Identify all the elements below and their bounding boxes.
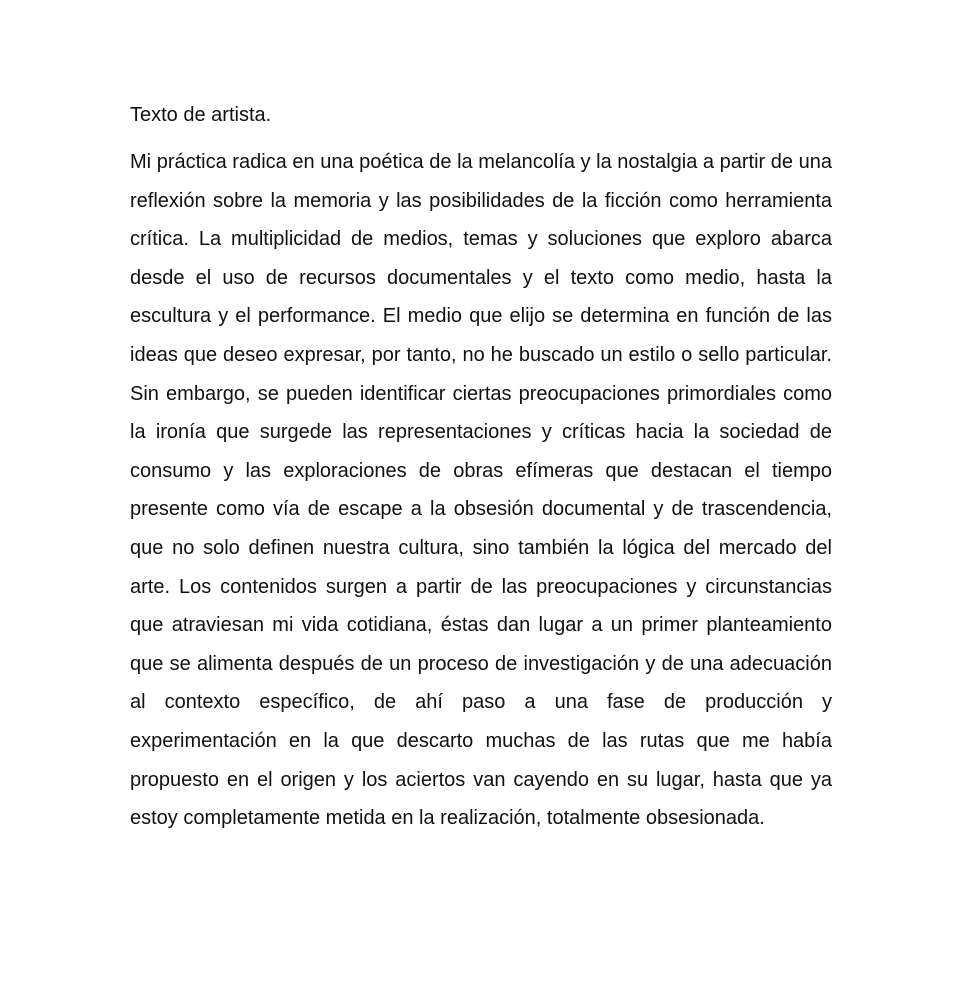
- document-paragraph: Mi práctica radica en una poética de la melancolía y la nostalgia a partir de una reflexión sobre la memoria y las posibilidades de la ficción como herramienta crítica. La multiplicidad de medios, temas y soluciones que exploro abarca desde el uso de recursos documentales y el texto como medio, hasta la escultura y el performance. El medio que elijo se determina en función de las ideas que deseo expresar, por tanto, no he buscado un estilo o sello particular. Sin embargo, se pueden identificar ciertas preocupaciones primordiales como la ironía que surgede las representaciones y críticas hacia la sociedad de consumo y las exploraciones de obras efímeras que destacan el tiempo presente como vía de escape a la obsesión documental y de trascendencia, que no solo definen nuestra cultura, sino también la lógica del mercado del arte. Los contenidos surgen a partir de las preocupaciones y circunstancias que atraviesan mi vida cotidiana, éstas dan lugar a un primer planteamiento que se alimenta después de un proceso de investigación y de una adecuación al contexto específico, de ahí paso a una fase de producción y experimentación en la que descarto muchas de las rutas que me había propuesto en el origen y los aciertos van cayendo en su lugar, hasta que ya estoy completamente metida en la realización, totalmente obsesionada.: [130, 151, 832, 830]
- document-title: Texto de artista.: [130, 104, 272, 126]
- document-page: [130, 100, 832, 838]
